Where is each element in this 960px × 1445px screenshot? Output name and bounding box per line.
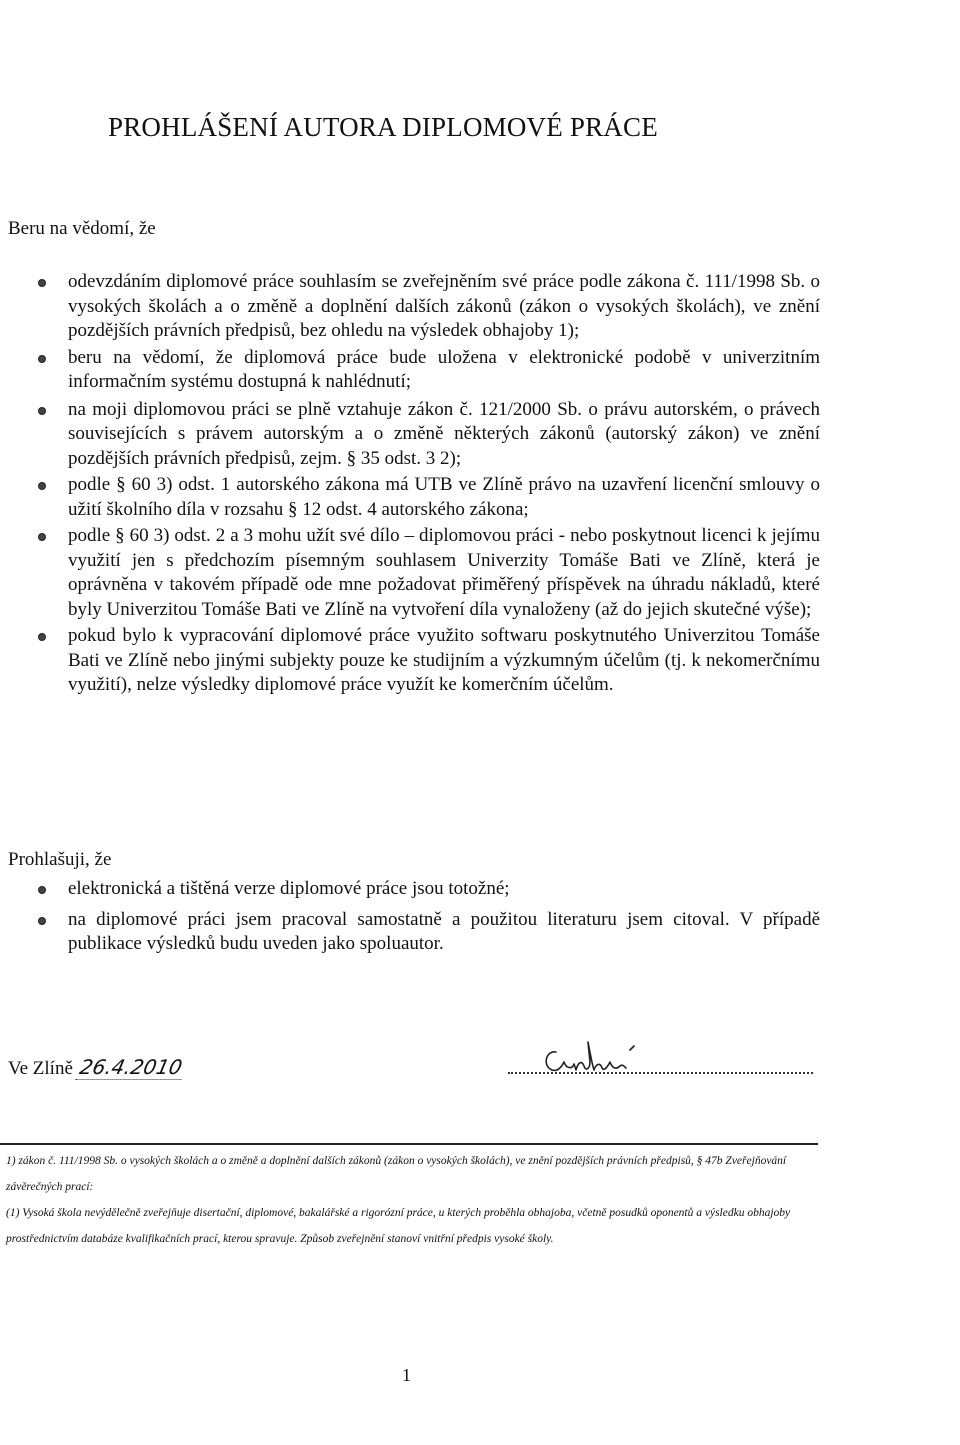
list-item	[0, 270, 820, 344]
list-item	[0, 908, 820, 957]
signature-row	[8, 1050, 928, 1100]
bullet-icon	[38, 533, 46, 541]
footnote-divider	[0, 1143, 818, 1145]
section2-intro: Prohlašuji, že	[8, 849, 112, 870]
handwritten-signature	[538, 1040, 648, 1078]
list-item	[0, 473, 820, 522]
list-item	[0, 877, 820, 902]
bullet-icon	[38, 355, 46, 363]
list-item	[0, 346, 820, 395]
bullet-icon	[38, 407, 46, 415]
list-item-text: pokud bylo k vypracování diplomové práce využito softwaru poskytnutého Univerzitou Tomáše Bati ve Zlíně nebo jinými subjekty pouze ke studijním a výzkumným účelům (tj. k nekomerčnímu využití), nelze výsledky diplomové práce využít ke komerčním účelům.	[68, 625, 820, 695]
section2-list	[0, 877, 960, 957]
list-item	[0, 398, 820, 472]
bullet-icon	[38, 633, 46, 641]
list-item	[0, 524, 820, 622]
bullet-icon	[38, 917, 46, 925]
handwritten-date: 26.4.2010	[75, 1055, 186, 1080]
list-item-text: podle § 60 3) odst. 2 a 3 mohu užít své dílo – diplomovou práci - nebo poskytnout licenci k jejímu využití jen s předchozím písemným souhlasem Univerzity Tomáše Bati ve Zlíně, která je oprávněna v takovém případě ode mne požadovat přiměřený příspěvek na úhradu nákladů, které byly Univerzitou Tomáše Bati ve Zlíně na vytvoření díla vynaloženy (až do jejich skutečné výše);	[68, 525, 820, 620]
bullet-icon	[38, 482, 46, 490]
footnote-2: (1) Vysoká škola nevýdělečně zveřejňuje disertační, diplomové, bakalářské a rigorózní práce, u kterých proběhla obhajoba, včetně posudků oponentů a výsledku obhajoby prostřednictvím databáze kvalifikačních prací, kterou spravuje. Způsob zveřejnění stanoví vnitřní předpis vysoké školy.	[6, 1207, 791, 1245]
place-label: Ve Zlíně	[8, 1058, 73, 1079]
place-date	[8, 1055, 183, 1080]
page-title: PROHLÁŠENÍ AUTORA DIPLOMOVÉ PRÁCE	[108, 112, 658, 142]
list-item-text: beru na vědomí, že diplomová práce bude uložena v elektronické podobě v univerzitním informačním systému dostupná k nahlédnutí;	[68, 346, 820, 392]
list-item-text: odevzdáním diplomové práce souhlasím se zveřejněním své práce podle zákona č. 111/1998 Sb. o vysokých školách a o změně a doplnění dalších zákonů (zákon o vysokých školách), ve znění pozdějších právních předpisů, bez ohledu na výsledek obhajoby 1);	[68, 271, 820, 341]
section1-list	[0, 270, 960, 698]
bullet-icon	[38, 886, 46, 894]
list-item-text: na diplomové práci jsem pracoval samostatně a použitou literaturu jsem citoval. V případě publikace výsledků budu uveden jako spoluautor.	[68, 908, 820, 954]
section1-intro: Beru na vědomí, že	[8, 218, 156, 239]
footnote-1: 1) zákon č. 111/1998 Sb. o vysokých školách a o změně a doplnění dalších zákonů (zákon o vysokých školách), ve znění pozdějších právních předpisů, § 47b Zveřejňování závěrečných prací:	[6, 1155, 787, 1193]
list-item-text: na moji diplomovou práci se plně vztahuje zákon č. 121/2000 Sb. o právu autorském, o právech souvisejících s právem autorským a o změně některých zákonů (autorský zákon) ve znění pozdějších právních předpisů, zejm. § 35 odst. 3 2);	[68, 398, 820, 469]
page-number: 1	[402, 1365, 411, 1385]
list-item-text: podle § 60 3) odst. 1 autorského zákona má UTB ve Zlíně právo na uzavření licenční smlouvy o užití školního díla v rozsahu § 12 odst. 4 autorského zákona;	[68, 474, 820, 520]
list-item	[0, 624, 820, 698]
bullet-icon	[38, 279, 46, 287]
list-item-text: elektronická a tištěná verze diplomové práce jsou totožné;	[68, 878, 510, 899]
